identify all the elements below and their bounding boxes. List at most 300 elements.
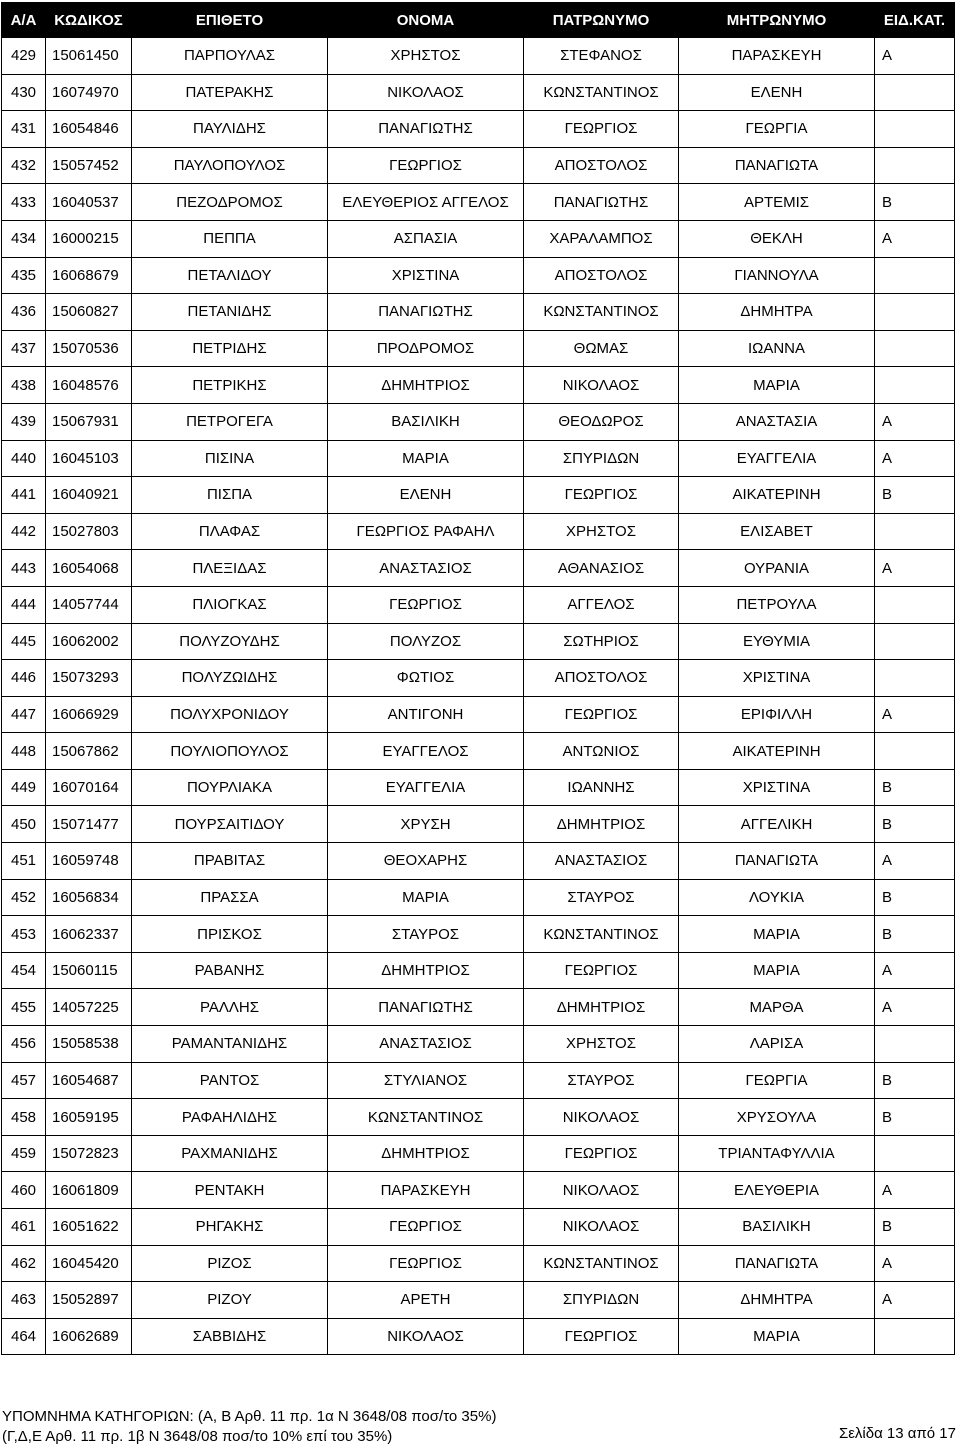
cell-mothers-name: ΒΑΣΙΛΙΚΗ — [679, 1209, 875, 1246]
cell-first-name: ΦΩΤΙΟΣ — [328, 660, 524, 697]
cell-special-category: Α — [875, 440, 955, 477]
table-row — [2, 1026, 955, 1063]
cell-mothers-name: ΑΡΤΕΜΙΣ — [679, 184, 875, 221]
cell-mothers-name: ΔΗΜΗΤΡΑ — [679, 294, 875, 331]
table-row — [2, 733, 955, 770]
cell-aa: 440 — [2, 440, 46, 477]
cell-aa: 436 — [2, 294, 46, 331]
cell-aa: 464 — [2, 1318, 46, 1355]
cell-code: 16040921 — [46, 477, 132, 514]
cell-surname: ΠΛΙΟΓΚΑΣ — [132, 586, 328, 623]
cell-fathers-name: ΝΙΚΟΛΑΟΣ — [524, 1099, 679, 1136]
cell-first-name: ΕΥΑΓΓΕΛΟΣ — [328, 733, 524, 770]
cell-surname: ΡΕΝΤΑΚΗ — [132, 1172, 328, 1209]
cell-mothers-name: ΓΕΩΡΓΙΑ — [679, 111, 875, 148]
table-row — [2, 879, 955, 916]
cell-surname: ΠΕΤΡΙΔΗΣ — [132, 330, 328, 367]
cell-mothers-name: ΧΡΙΣΤΙΝΑ — [679, 660, 875, 697]
table-row — [2, 367, 955, 404]
header-first-name: ΟΝΟΜΑ — [328, 3, 524, 38]
cell-mothers-name: ΜΑΡΘΑ — [679, 989, 875, 1026]
cell-first-name: ΠΑΡΑΣΚΕΥΗ — [328, 1172, 524, 1209]
cell-aa: 451 — [2, 843, 46, 880]
cell-code: 16048576 — [46, 367, 132, 404]
cell-code: 15060827 — [46, 294, 132, 331]
cell-special-category: Β — [875, 769, 955, 806]
table-header — [2, 3, 955, 38]
table-body — [2, 38, 955, 1355]
cell-fathers-name: ΓΕΩΡΓΙΟΣ — [524, 111, 679, 148]
cell-code: 16068679 — [46, 257, 132, 294]
cell-surname: ΡΑΦΑΗΛΙΔΗΣ — [132, 1099, 328, 1136]
table-row — [2, 989, 955, 1026]
page-number: Σελίδα 13 από 17 — [838, 1425, 956, 1442]
cell-first-name: ΠΑΝΑΓΙΩΤΗΣ — [328, 294, 524, 331]
cell-first-name: ΑΝΑΣΤΑΣΙΟΣ — [328, 550, 524, 587]
cell-fathers-name: ΑΝΤΩΝΙΟΣ — [524, 733, 679, 770]
table-row — [2, 220, 955, 257]
cell-special-category: Β — [875, 879, 955, 916]
cell-aa: 453 — [2, 916, 46, 953]
cell-code: 16045420 — [46, 1245, 132, 1282]
cell-fathers-name: ΘΩΜΑΣ — [524, 330, 679, 367]
cell-first-name: ΑΡΕΤΗ — [328, 1282, 524, 1319]
cell-code: 16061809 — [46, 1172, 132, 1209]
cell-code: 15067862 — [46, 733, 132, 770]
cell-first-name: ΠΑΝΑΓΙΩΤΗΣ — [328, 989, 524, 1026]
cell-special-category: Β — [875, 1062, 955, 1099]
cell-fathers-name: ΚΩΝΣΤΑΝΤΙΝΟΣ — [524, 74, 679, 111]
cell-mothers-name: ΕΡΙΦΙΛΛΗ — [679, 696, 875, 733]
cell-special-category — [875, 733, 955, 770]
table-row — [2, 696, 955, 733]
cell-first-name: ΕΥΑΓΓΕΛΙΑ — [328, 769, 524, 806]
cell-fathers-name: ΔΗΜΗΤΡΙΟΣ — [524, 806, 679, 843]
cell-mothers-name: ΓΙΑΝΝΟΥΛΑ — [679, 257, 875, 294]
applicants-table — [1, 2, 955, 1355]
cell-first-name: ΧΡΗΣΤΟΣ — [328, 38, 524, 75]
cell-mothers-name: ΓΕΩΡΓΙΑ — [679, 1062, 875, 1099]
cell-special-category: Α — [875, 403, 955, 440]
cell-fathers-name: ΓΕΩΡΓΙΟΣ — [524, 952, 679, 989]
cell-first-name: ΓΕΩΡΓΙΟΣ — [328, 147, 524, 184]
cell-fathers-name: ΣΩΤΗΡΙΟΣ — [524, 623, 679, 660]
cell-code: 15060115 — [46, 952, 132, 989]
cell-first-name: ΔΗΜΗΤΡΙΟΣ — [328, 367, 524, 404]
header-row — [2, 3, 955, 38]
cell-special-category: Α — [875, 38, 955, 75]
header-fathers-name: ΠΑΤΡΩΝΥΜΟ — [524, 3, 679, 38]
cell-aa: 432 — [2, 147, 46, 184]
cell-code: 15058538 — [46, 1026, 132, 1063]
cell-surname: ΠΑΥΛΟΠΟΥΛΟΣ — [132, 147, 328, 184]
cell-special-category: Β — [875, 184, 955, 221]
category-legend-line-2: (Γ,Δ,Ε Αρθ. 11 πρ. 1β Ν 3648/08 ποσ/το 10% επί του 35%) — [2, 1428, 393, 1445]
cell-surname: ΠΛΕΞΙΔΑΣ — [132, 550, 328, 587]
cell-first-name: ΑΣΠΑΣΙΑ — [328, 220, 524, 257]
cell-fathers-name: ΧΑΡΑΛΑΜΠΟΣ — [524, 220, 679, 257]
cell-aa: 449 — [2, 769, 46, 806]
cell-first-name: ΝΙΚΟΛΑΟΣ — [328, 74, 524, 111]
cell-surname: ΠΟΥΡΛΙΑΚΑ — [132, 769, 328, 806]
category-legend-line-1: ΥΠΟΜΝΗΜΑ ΚΑΤΗΓΟΡΙΩΝ: (Α, Β Αρθ. 11 πρ. 1α Ν 3648/08 ποσ/το 35%) — [2, 1408, 497, 1425]
cell-surname: ΠΟΛΥΖΩΙΔΗΣ — [132, 660, 328, 697]
header-surname: ΕΠΙΘΕΤΟ — [132, 3, 328, 38]
cell-aa: 439 — [2, 403, 46, 440]
table-row — [2, 916, 955, 953]
cell-special-category — [875, 147, 955, 184]
cell-special-category — [875, 257, 955, 294]
table-row — [2, 769, 955, 806]
cell-mothers-name: ΑΝΑΣΤΑΣΙΑ — [679, 403, 875, 440]
cell-aa: 446 — [2, 660, 46, 697]
cell-surname: ΡΑΜΑΝΤΑΝΙΔΗΣ — [132, 1026, 328, 1063]
cell-aa: 431 — [2, 111, 46, 148]
cell-aa: 457 — [2, 1062, 46, 1099]
cell-surname: ΡΗΓΑΚΗΣ — [132, 1209, 328, 1246]
cell-special-category — [875, 74, 955, 111]
cell-mothers-name: ΛΑΡΙΣΑ — [679, 1026, 875, 1063]
cell-special-category — [875, 660, 955, 697]
cell-mothers-name: ΕΛΕΥΘΕΡΙΑ — [679, 1172, 875, 1209]
cell-mothers-name: ΘΕΚΛΗ — [679, 220, 875, 257]
cell-first-name: ΔΗΜΗΤΡΙΟΣ — [328, 1135, 524, 1172]
cell-mothers-name: ΕΥΑΓΓΕΛΙΑ — [679, 440, 875, 477]
cell-first-name: ΒΑΣΙΛΙΚΗ — [328, 403, 524, 440]
cell-code: 16000215 — [46, 220, 132, 257]
cell-surname: ΡΙΖΟΣ — [132, 1245, 328, 1282]
cell-first-name: ΠΡΟΔΡΟΜΟΣ — [328, 330, 524, 367]
cell-fathers-name: ΑΝΑΣΤΑΣΙΟΣ — [524, 843, 679, 880]
cell-fathers-name: ΔΗΜΗΤΡΙΟΣ — [524, 989, 679, 1026]
cell-fathers-name: ΑΓΓΕΛΟΣ — [524, 586, 679, 623]
cell-special-category: Β — [875, 1099, 955, 1136]
cell-code: 15073293 — [46, 660, 132, 697]
cell-surname: ΡΑΒΑΝΗΣ — [132, 952, 328, 989]
cell-fathers-name: ΚΩΝΣΤΑΝΤΙΝΟΣ — [524, 294, 679, 331]
table-row — [2, 147, 955, 184]
table-row — [2, 623, 955, 660]
cell-special-category: Α — [875, 696, 955, 733]
table-row — [2, 1062, 955, 1099]
cell-aa: 462 — [2, 1245, 46, 1282]
cell-first-name: ΠΑΝΑΓΙΩΤΗΣ — [328, 111, 524, 148]
table-row — [2, 1282, 955, 1319]
cell-code: 15052897 — [46, 1282, 132, 1319]
cell-surname: ΠΡΑΒΙΤΑΣ — [132, 843, 328, 880]
cell-special-category — [875, 1026, 955, 1063]
cell-surname: ΠΕΖΟΔΡΟΜΟΣ — [132, 184, 328, 221]
cell-code: 16045103 — [46, 440, 132, 477]
cell-first-name: ΠΟΛΥΖΟΣ — [328, 623, 524, 660]
cell-aa: 463 — [2, 1282, 46, 1319]
table-row — [2, 294, 955, 331]
cell-aa: 443 — [2, 550, 46, 587]
cell-mothers-name: ΜΑΡΙΑ — [679, 1318, 875, 1355]
cell-special-category — [875, 111, 955, 148]
table-row — [2, 1135, 955, 1172]
cell-special-category — [875, 1318, 955, 1355]
header-mothers-name: ΜΗΤΡΩΝΥΜΟ — [679, 3, 875, 38]
cell-fathers-name: ΣΤΑΥΡΟΣ — [524, 879, 679, 916]
cell-surname: ΡΑΧΜΑΝΙΔΗΣ — [132, 1135, 328, 1172]
table-row — [2, 477, 955, 514]
cell-surname: ΠΑΥΛΙΔΗΣ — [132, 111, 328, 148]
cell-surname: ΠΕΤΑΛΙΔΟΥ — [132, 257, 328, 294]
cell-code: 15071477 — [46, 806, 132, 843]
cell-surname: ΠΑΡΠΟΥΛΑΣ — [132, 38, 328, 75]
cell-surname: ΡΙΖΟΥ — [132, 1282, 328, 1319]
cell-code: 15061450 — [46, 38, 132, 75]
cell-aa: 456 — [2, 1026, 46, 1063]
cell-special-category: Α — [875, 1282, 955, 1319]
table-row — [2, 257, 955, 294]
cell-surname: ΠΟΥΛΙΟΠΟΥΛΟΣ — [132, 733, 328, 770]
table-row — [2, 1209, 955, 1246]
cell-aa: 452 — [2, 879, 46, 916]
cell-special-category — [875, 1135, 955, 1172]
cell-surname: ΠΕΤΑΝΙΔΗΣ — [132, 294, 328, 331]
cell-fathers-name: ΝΙΚΟΛΑΟΣ — [524, 1209, 679, 1246]
cell-code: 15070536 — [46, 330, 132, 367]
cell-special-category — [875, 623, 955, 660]
cell-aa: 444 — [2, 586, 46, 623]
cell-first-name: ΧΡΙΣΤΙΝΑ — [328, 257, 524, 294]
cell-aa: 429 — [2, 38, 46, 75]
cell-aa: 454 — [2, 952, 46, 989]
cell-aa: 435 — [2, 257, 46, 294]
cell-special-category — [875, 367, 955, 404]
cell-aa: 459 — [2, 1135, 46, 1172]
cell-first-name: ΑΝΤΙΓΟΝΗ — [328, 696, 524, 733]
cell-fathers-name: ΣΤΑΥΡΟΣ — [524, 1062, 679, 1099]
table-row — [2, 403, 955, 440]
cell-aa: 461 — [2, 1209, 46, 1246]
cell-special-category: Α — [875, 220, 955, 257]
table-row — [2, 1245, 955, 1282]
cell-aa: 441 — [2, 477, 46, 514]
cell-fathers-name: ΚΩΝΣΤΑΝΤΙΝΟΣ — [524, 916, 679, 953]
cell-first-name: ΕΛΕΝΗ — [328, 477, 524, 514]
table-row — [2, 440, 955, 477]
cell-fathers-name: ΑΠΟΣΤΟΛΟΣ — [524, 660, 679, 697]
cell-first-name: ΕΛΕΥΘΕΡΙΟΣ ΑΓΓΕΛΟΣ — [328, 184, 524, 221]
cell-code: 16074970 — [46, 74, 132, 111]
cell-code: 14057225 — [46, 989, 132, 1026]
cell-special-category — [875, 586, 955, 623]
cell-surname: ΡΑΝΤΟΣ — [132, 1062, 328, 1099]
table-row — [2, 1318, 955, 1355]
cell-fathers-name: ΣΤΕΦΑΝΟΣ — [524, 38, 679, 75]
cell-aa: 458 — [2, 1099, 46, 1136]
cell-mothers-name: ΠΑΝΑΓΙΩΤΑ — [679, 147, 875, 184]
cell-mothers-name: ΜΑΡΙΑ — [679, 952, 875, 989]
cell-code: 15057452 — [46, 147, 132, 184]
cell-first-name: ΜΑΡΙΑ — [328, 440, 524, 477]
cell-code: 16062002 — [46, 623, 132, 660]
cell-special-category — [875, 294, 955, 331]
table-row — [2, 513, 955, 550]
cell-first-name: ΓΕΩΡΓΙΟΣ — [328, 586, 524, 623]
cell-first-name: ΧΡΥΣΗ — [328, 806, 524, 843]
table-row — [2, 184, 955, 221]
cell-aa: 447 — [2, 696, 46, 733]
cell-first-name: ΓΕΩΡΓΙΟΣ ΡΑΦΑΗΛ — [328, 513, 524, 550]
cell-special-category: Α — [875, 843, 955, 880]
cell-code: 16066929 — [46, 696, 132, 733]
header-code: ΚΩΔΙΚΟΣ — [46, 3, 132, 38]
cell-fathers-name: ΝΙΚΟΛΑΟΣ — [524, 367, 679, 404]
cell-first-name: ΜΑΡΙΑ — [328, 879, 524, 916]
cell-code: 16054068 — [46, 550, 132, 587]
cell-code: 15072823 — [46, 1135, 132, 1172]
cell-code: 15067931 — [46, 403, 132, 440]
cell-aa: 455 — [2, 989, 46, 1026]
cell-special-category: Β — [875, 1209, 955, 1246]
cell-aa: 434 — [2, 220, 46, 257]
cell-fathers-name: ΚΩΝΣΤΑΝΤΙΝΟΣ — [524, 1245, 679, 1282]
cell-mothers-name: ΧΡΙΣΤΙΝΑ — [679, 769, 875, 806]
cell-aa: 448 — [2, 733, 46, 770]
cell-mothers-name: ΑΓΓΕΛΙΚΗ — [679, 806, 875, 843]
cell-code: 16062337 — [46, 916, 132, 953]
cell-fathers-name: ΘΕΟΔΩΡΟΣ — [524, 403, 679, 440]
cell-first-name: ΑΝΑΣΤΑΣΙΟΣ — [328, 1026, 524, 1063]
table-row — [2, 111, 955, 148]
cell-mothers-name: ΕΛΙΣΑΒΕΤ — [679, 513, 875, 550]
cell-code: 16054687 — [46, 1062, 132, 1099]
cell-surname: ΠΙΣΠΑ — [132, 477, 328, 514]
table-row — [2, 1099, 955, 1136]
cell-special-category: Α — [875, 952, 955, 989]
cell-mothers-name: ΠΑΝΑΓΙΩΤΑ — [679, 843, 875, 880]
cell-surname: ΠΕΠΠΑ — [132, 220, 328, 257]
cell-aa: 438 — [2, 367, 46, 404]
cell-code: 16059195 — [46, 1099, 132, 1136]
table-row — [2, 843, 955, 880]
cell-aa: 430 — [2, 74, 46, 111]
header-special-category: ΕΙΔ.ΚΑΤ. — [875, 3, 955, 38]
table-row — [2, 586, 955, 623]
cell-first-name: ΣΤΥΛΙΑΝΟΣ — [328, 1062, 524, 1099]
table-row — [2, 38, 955, 75]
cell-mothers-name: ΙΩΑΝΝΑ — [679, 330, 875, 367]
cell-mothers-name: ΜΑΡΙΑ — [679, 367, 875, 404]
cell-surname: ΠΡΑΣΣΑ — [132, 879, 328, 916]
cell-code: 16070164 — [46, 769, 132, 806]
cell-aa: 460 — [2, 1172, 46, 1209]
cell-mothers-name: ΔΗΜΗΤΡΑ — [679, 1282, 875, 1319]
cell-surname: ΠΡΙΣΚΟΣ — [132, 916, 328, 953]
cell-surname: ΠΑΤΕΡΑΚΗΣ — [132, 74, 328, 111]
cell-mothers-name: ΟΥΡΑΝΙΑ — [679, 550, 875, 587]
cell-fathers-name: ΧΡΗΣΤΟΣ — [524, 513, 679, 550]
cell-surname: ΠΛΑΦΑΣ — [132, 513, 328, 550]
cell-first-name: ΚΩΝΣΤΑΝΤΙΝΟΣ — [328, 1099, 524, 1136]
cell-first-name: ΣΤΑΥΡΟΣ — [328, 916, 524, 953]
cell-aa: 442 — [2, 513, 46, 550]
cell-mothers-name: ΕΛΕΝΗ — [679, 74, 875, 111]
cell-special-category: Α — [875, 550, 955, 587]
table-row — [2, 550, 955, 587]
cell-code: 16054846 — [46, 111, 132, 148]
cell-mothers-name: ΧΡΥΣΟΥΛΑ — [679, 1099, 875, 1136]
cell-fathers-name: ΣΠΥΡΙΔΩΝ — [524, 440, 679, 477]
cell-fathers-name: ΣΠΥΡΙΔΩΝ — [524, 1282, 679, 1319]
cell-mothers-name: ΕΥΘΥΜΙΑ — [679, 623, 875, 660]
cell-first-name: ΔΗΜΗΤΡΙΟΣ — [328, 952, 524, 989]
cell-surname: ΠΙΣΙΝΑ — [132, 440, 328, 477]
cell-special-category — [875, 330, 955, 367]
cell-fathers-name: ΑΠΟΣΤΟΛΟΣ — [524, 257, 679, 294]
table-row — [2, 74, 955, 111]
cell-fathers-name: ΝΙΚΟΛΑΟΣ — [524, 1172, 679, 1209]
cell-mothers-name: ΜΑΡΙΑ — [679, 916, 875, 953]
cell-surname: ΠΕΤΡΟΓΕΓΑ — [132, 403, 328, 440]
cell-surname: ΠΕΤΡΙΚΗΣ — [132, 367, 328, 404]
table-row — [2, 330, 955, 367]
header-aa: Α/Α — [2, 3, 46, 38]
cell-aa: 437 — [2, 330, 46, 367]
cell-special-category: Β — [875, 477, 955, 514]
table-row — [2, 952, 955, 989]
cell-fathers-name: ΑΘΑΝΑΣΙΟΣ — [524, 550, 679, 587]
cell-aa: 433 — [2, 184, 46, 221]
cell-fathers-name: ΑΠΟΣΤΟΛΟΣ — [524, 147, 679, 184]
cell-fathers-name: ΓΕΩΡΓΙΟΣ — [524, 1318, 679, 1355]
cell-first-name: ΓΕΩΡΓΙΟΣ — [328, 1209, 524, 1246]
cell-special-category: Α — [875, 1172, 955, 1209]
cell-special-category: Β — [875, 806, 955, 843]
cell-special-category — [875, 513, 955, 550]
cell-first-name: ΘΕΟΧΑΡΗΣ — [328, 843, 524, 880]
table-row — [2, 1172, 955, 1209]
cell-code: 14057744 — [46, 586, 132, 623]
cell-code: 16056834 — [46, 879, 132, 916]
cell-code: 15027803 — [46, 513, 132, 550]
cell-special-category: Α — [875, 1245, 955, 1282]
table-row — [2, 806, 955, 843]
cell-mothers-name: ΠΑΝΑΓΙΩΤΑ — [679, 1245, 875, 1282]
cell-surname: ΠΟΛΥΧΡΟΝΙΔΟΥ — [132, 696, 328, 733]
cell-mothers-name: ΛΟΥΚΙΑ — [679, 879, 875, 916]
cell-code: 16062689 — [46, 1318, 132, 1355]
cell-fathers-name: ΙΩΑΝΝΗΣ — [524, 769, 679, 806]
cell-code: 16059748 — [46, 843, 132, 880]
cell-aa: 445 — [2, 623, 46, 660]
table-row — [2, 660, 955, 697]
cell-first-name: ΝΙΚΟΛΑΟΣ — [328, 1318, 524, 1355]
cell-fathers-name: ΠΑΝΑΓΙΩΤΗΣ — [524, 184, 679, 221]
cell-code: 16051622 — [46, 1209, 132, 1246]
cell-mothers-name: ΑΙΚΑΤΕΡΙΝΗ — [679, 733, 875, 770]
cell-fathers-name: ΓΕΩΡΓΙΟΣ — [524, 1135, 679, 1172]
cell-special-category: Β — [875, 916, 955, 953]
cell-mothers-name: ΠΑΡΑΣΚΕΥΗ — [679, 38, 875, 75]
cell-mothers-name: ΑΙΚΑΤΕΡΙΝΗ — [679, 477, 875, 514]
cell-mothers-name: ΠΕΤΡΟΥΛΑ — [679, 586, 875, 623]
cell-surname: ΣΑΒΒΙΔΗΣ — [132, 1318, 328, 1355]
cell-mothers-name: ΤΡΙΑΝΤΑΦΥΛΛΙΑ — [679, 1135, 875, 1172]
cell-surname: ΠΟΥΡΣΑΙΤΙΔΟΥ — [132, 806, 328, 843]
cell-fathers-name: ΓΕΩΡΓΙΟΣ — [524, 477, 679, 514]
cell-first-name: ΓΕΩΡΓΙΟΣ — [328, 1245, 524, 1282]
cell-fathers-name: ΓΕΩΡΓΙΟΣ — [524, 696, 679, 733]
cell-surname: ΠΟΛΥΖΟΥΔΗΣ — [132, 623, 328, 660]
cell-fathers-name: ΧΡΗΣΤΟΣ — [524, 1026, 679, 1063]
cell-special-category: Α — [875, 989, 955, 1026]
cell-surname: ΡΑΛΛΗΣ — [132, 989, 328, 1026]
